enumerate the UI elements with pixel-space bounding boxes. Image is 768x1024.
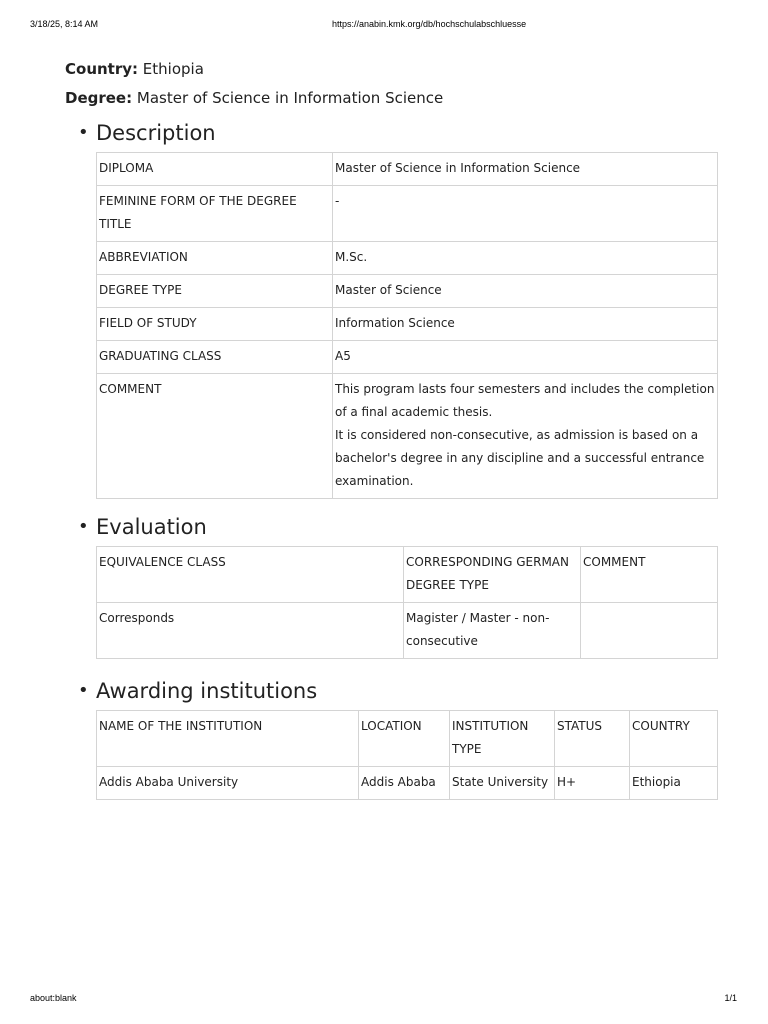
evaluation-heading (65, 508, 718, 546)
table-row (97, 275, 718, 308)
table-row (97, 308, 718, 341)
table-row (97, 341, 718, 374)
footer-left: about:blank (30, 993, 77, 1003)
description-table (96, 152, 718, 499)
print-footer (0, 993, 768, 1007)
bullet-icon: • (78, 516, 89, 537)
institutions-title: Awarding institutions (96, 679, 318, 703)
comment-line-1: This program lasts four semesters and includes the completion of a final academic thesis. (335, 382, 715, 419)
print-url: https://anabin.kmk.org/db/hochschulabschluesse (332, 19, 527, 29)
table-cell: State University (450, 767, 555, 800)
degree-line (65, 85, 718, 114)
column-header: NAME OF THE INSTITUTION (97, 711, 359, 767)
table-header-row (97, 711, 718, 767)
page-counter: 1/1 (724, 993, 737, 1003)
comment-value (333, 374, 718, 499)
table-row (97, 242, 718, 275)
table-row (97, 374, 718, 499)
table-row (97, 186, 718, 242)
row-value: Master of Science in Information Science (333, 153, 718, 186)
row-value: M.Sc. (333, 242, 718, 275)
institutions-heading (65, 672, 718, 710)
column-header: COUNTRY (630, 711, 718, 767)
country-line (65, 56, 718, 85)
table-row (97, 767, 718, 800)
column-header: STATUS (555, 711, 630, 767)
print-datetime: 3/18/25, 8:14 AM (30, 19, 99, 29)
country-value: Ethiopia (142, 60, 204, 78)
row-value: - (333, 186, 718, 242)
table-cell: Corresponds (97, 603, 404, 659)
table-cell: Ethiopia (630, 767, 718, 800)
degree-value: Master of Science in Information Science (136, 89, 444, 107)
institutions-table (96, 710, 718, 800)
evaluation-table (96, 546, 718, 659)
row-key: DIPLOMA (97, 153, 333, 186)
print-header (0, 19, 768, 33)
bullet-icon: • (78, 122, 89, 143)
row-key: DEGREE TYPE (97, 275, 333, 308)
column-header: CORRESPONDING GERMAN DEGREE TYPE (404, 547, 581, 603)
degree-label: Degree: (65, 89, 133, 107)
column-header: LOCATION (359, 711, 450, 767)
description-heading (65, 114, 718, 152)
row-key: GRADUATING CLASS (97, 341, 333, 374)
table-row (97, 603, 718, 659)
row-key: FIELD OF STUDY (97, 308, 333, 341)
bullet-icon: • (78, 680, 89, 701)
table-cell: H+ (555, 767, 630, 800)
row-key: ABBREVIATION (97, 242, 333, 275)
row-key: FEMININE FORM OF THE DEGREE TITLE (97, 186, 333, 242)
comment-key: COMMENT (97, 374, 333, 499)
table-cell: Addis Ababa (359, 767, 450, 800)
column-header: COMMENT (581, 547, 718, 603)
evaluation-title: Evaluation (96, 515, 207, 539)
row-value: Information Science (333, 308, 718, 341)
description-title: Description (96, 121, 216, 145)
table-cell: Addis Ababa University (97, 767, 359, 800)
table-cell (581, 603, 718, 659)
main-content (65, 56, 718, 800)
row-value: A5 (333, 341, 718, 374)
row-value: Master of Science (333, 275, 718, 308)
country-label: Country: (65, 60, 139, 78)
table-header-row (97, 547, 718, 603)
column-header: INSTITUTION TYPE (450, 711, 555, 767)
table-row (97, 153, 718, 186)
comment-line-2: It is considered non-consecutive, as admission is based on a bachelor's degree in any discipline and a successful entrance examination. (335, 428, 705, 488)
table-cell: Magister / Master - non-consecutive (404, 603, 581, 659)
column-header: EQUIVALENCE CLASS (97, 547, 404, 603)
